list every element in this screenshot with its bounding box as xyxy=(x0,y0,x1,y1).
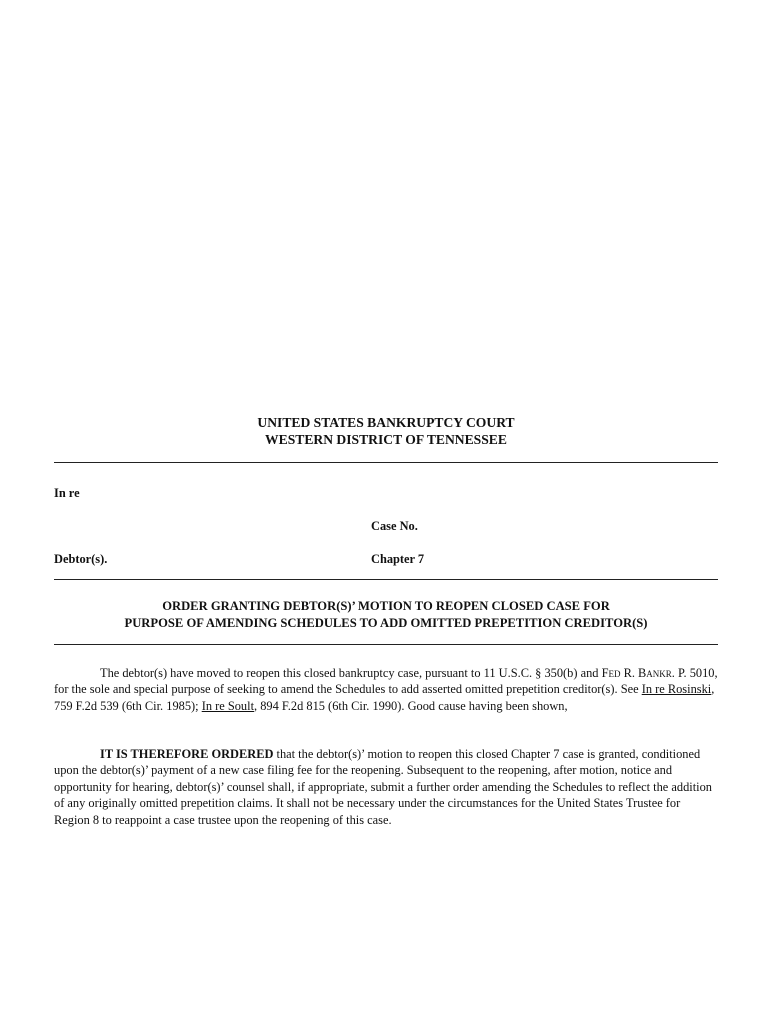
paragraph-motion-text-1: The debtor(s) have moved to reopen this closed bankruptcy case, pursuant to 11 U.S.C. § 350(b) and xyxy=(100,666,602,680)
paragraph-motion-text-3: , 759 F.2d 539 (6th Cir. 1985); xyxy=(54,682,715,713)
chapter-label: Chapter 7 xyxy=(371,552,425,566)
paragraph-motion xyxy=(54,665,718,714)
divider-caption xyxy=(54,579,718,580)
order-title-line1: ORDER GRANTING DEBTOR(S)’ MOTION TO REOPEN CLOSED CASE FOR xyxy=(162,599,610,613)
rule-citation: Fed R. Bankr. xyxy=(601,666,675,680)
paragraph-order-text: that the debtor(s)’ motion to reopen this closed Chapter 7 case is granted, conditioned upon the debtor(s)’ payment of a new case filing fee for the reopening. Subsequent to the reopening, after motion, notice and opportunity for hearing, debtor(s)’ counsel shall, if appropriate, submit a further order amending the Schedules to reflect the addition of any originally omitted prepetition claims. It shall not be necessary under the circumstances for the United States Trustee for Region 8 to reappoint a case trustee upon the reopening of this case. xyxy=(54,747,712,827)
paragraph-order xyxy=(54,746,718,828)
case-citation-soult: In re Soult xyxy=(201,698,255,713)
paragraph-motion-text-2: P. 5010, for the sole and special purpose of seeking to amend the Schedules to add asserted omitted prepetition creditor(s). See xyxy=(54,666,718,697)
order-title xyxy=(54,598,718,632)
order-title-line2: PURPOSE OF AMENDING SCHEDULES TO ADD OMITTED PREPETITION CREDITOR(S) xyxy=(124,616,648,630)
divider-top xyxy=(54,462,718,463)
court-header xyxy=(54,414,718,448)
debtors-label: Debtor(s). xyxy=(54,552,108,566)
paragraph-motion-text-4: , 894 F.2d 815 (6th Cir. 1990). Good cause having been shown, xyxy=(254,698,568,713)
court-district: WESTERN DISTRICT OF TENNESSEE xyxy=(265,432,507,447)
court-name: UNITED STATES BANKRUPTCY COURT xyxy=(257,415,515,430)
divider-title xyxy=(54,644,718,645)
case-citation-rosinski: In re Rosinski xyxy=(641,682,712,697)
order-lead: IT IS THEREFORE ORDERED xyxy=(100,747,274,761)
case-number-label: Case No. xyxy=(371,519,418,533)
in-re-label: In re xyxy=(54,486,80,500)
